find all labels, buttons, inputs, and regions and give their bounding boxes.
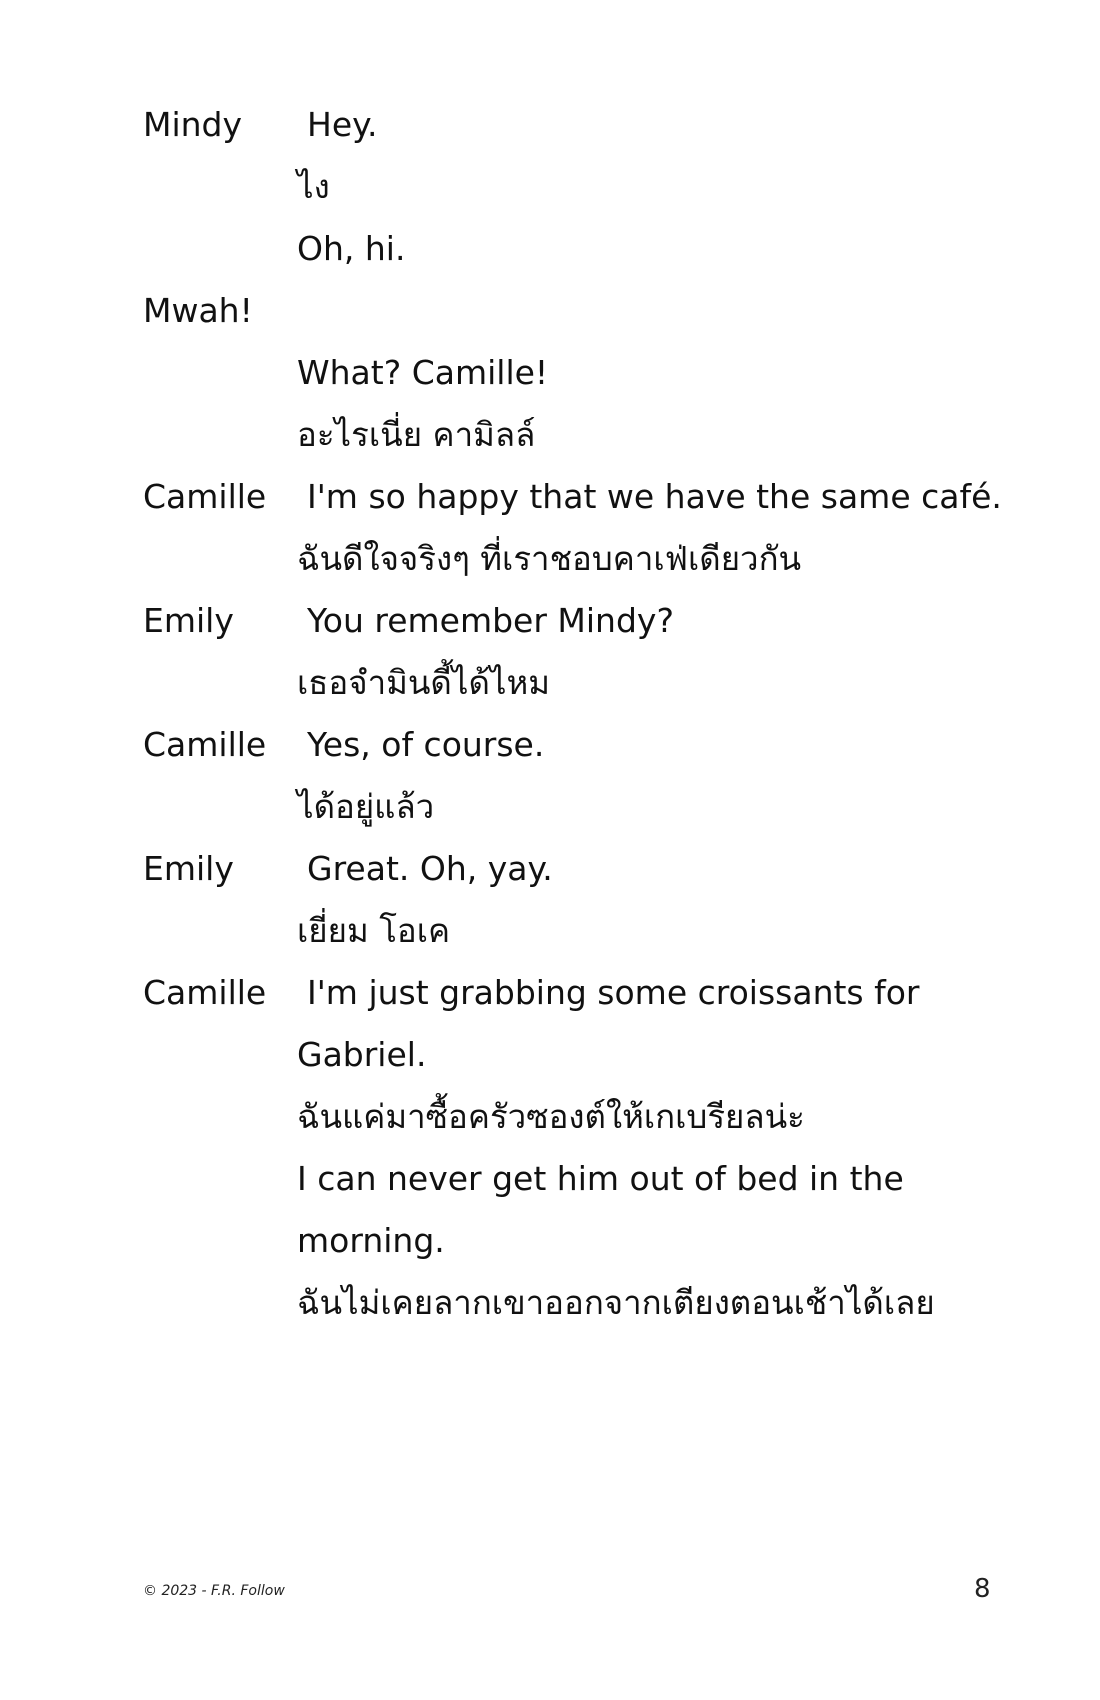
translation-line: เยี่ยม โอเค bbox=[297, 911, 451, 950]
speaker-name: Camille bbox=[143, 973, 267, 1012]
speaker-name: Emily bbox=[143, 849, 234, 888]
speaker-name: Mwah! bbox=[143, 291, 253, 330]
dialogue-line: morning. bbox=[297, 1221, 445, 1260]
dialogue-line: Great. Oh, yay. bbox=[307, 849, 553, 888]
dialogue-line: Gabriel. bbox=[297, 1035, 427, 1074]
translation-line: เธอจำมินดี้ได้ไหม bbox=[297, 663, 550, 702]
translation-line: ได้อยู่แล้ว bbox=[297, 787, 435, 826]
copyright-notice: © 2023 - F.R. Follow bbox=[143, 1583, 285, 1599]
translation-line: อะไรเนี่ย คามิลล์ bbox=[297, 415, 536, 454]
dialogue-line: I'm just grabbing some croissants for bbox=[307, 973, 920, 1012]
translation-line: ไง bbox=[297, 167, 330, 206]
speaker-name: Emily bbox=[143, 601, 234, 640]
speaker-name: Camille bbox=[143, 725, 267, 764]
translation-line: ฉันแค่มาซื้อครัวซองต์ให้เกเบรียลน่ะ bbox=[297, 1097, 805, 1136]
dialogue-line: I can never get him out of bed in the bbox=[297, 1159, 904, 1198]
dialogue-line: Oh, hi. bbox=[297, 229, 406, 268]
dialogue-line: What? Camille! bbox=[297, 353, 549, 392]
translation-line: ฉันดีใจจริงๆ ที่เราชอบคาเฟ่เดียวกัน bbox=[297, 539, 802, 578]
dialogue-line: I'm so happy that we have the same café. bbox=[307, 477, 1002, 516]
speaker-name: Camille bbox=[143, 477, 267, 516]
translation-line: ฉันไม่เคยลากเขาออกจากเตียงตอนเช้าได้เลย bbox=[297, 1283, 935, 1322]
dialogue-line: Hey. bbox=[307, 105, 378, 144]
page-number: 8 bbox=[974, 1574, 991, 1604]
dialogue-line: Yes, of course. bbox=[307, 725, 545, 764]
dialogue-line: You remember Mindy? bbox=[307, 601, 674, 640]
speaker-name: Mindy bbox=[143, 105, 243, 144]
